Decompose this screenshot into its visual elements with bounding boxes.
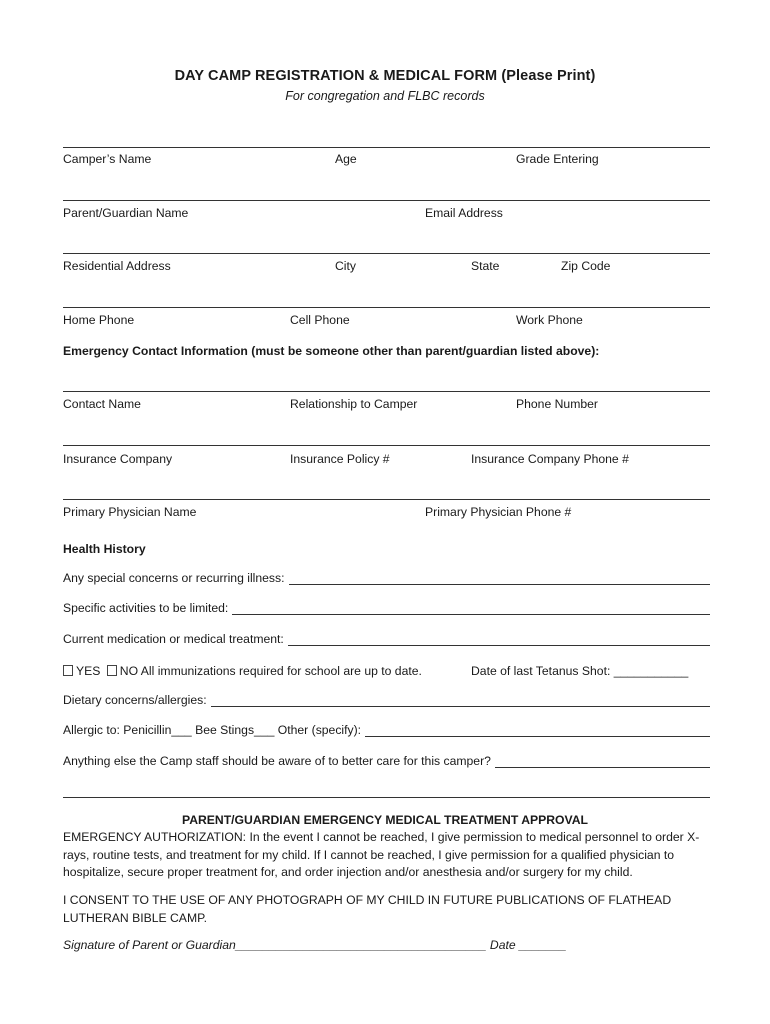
work-phone-label: Work Phone bbox=[516, 313, 583, 327]
concerns-row bbox=[63, 571, 710, 585]
phone-number-label: Phone Number bbox=[516, 397, 598, 411]
divider bbox=[63, 147, 710, 148]
tetanus-label: Date of last Tetanus Shot: ___________ bbox=[471, 664, 689, 678]
medication-label: Current medication or medical treatment: bbox=[63, 632, 284, 646]
immunizations-label: All immunizations required for school are up to date. bbox=[140, 664, 422, 678]
anything-else-label: Anything else the Camp staff should be aware of to better care for this camper? bbox=[63, 754, 491, 768]
activities-row bbox=[63, 601, 710, 615]
cell-phone-label: Cell Phone bbox=[290, 313, 350, 327]
allergic-label: Allergic to: Penicillin___ Bee Stings___ Other (specify): bbox=[63, 723, 362, 737]
divider bbox=[63, 391, 710, 392]
allergic-field[interactable] bbox=[365, 724, 710, 737]
physician-label: Primary Physician Name bbox=[63, 505, 197, 519]
insurance-policy-label: Insurance Policy # bbox=[290, 452, 390, 466]
contact-name-label: Contact Name bbox=[63, 397, 141, 411]
physician-phone-label: Primary Physician Phone # bbox=[425, 505, 572, 519]
divider bbox=[63, 253, 710, 254]
yes-checkbox[interactable] bbox=[63, 665, 73, 676]
no-checkbox[interactable] bbox=[107, 665, 117, 676]
divider bbox=[63, 445, 710, 446]
city-label: City bbox=[335, 259, 356, 273]
no-label: NO bbox=[119, 664, 139, 678]
parent-name-label: Parent/Guardian Name bbox=[63, 206, 189, 220]
age-label: Age bbox=[335, 152, 357, 166]
form-subtitle: For congregation and FLBC records bbox=[285, 89, 485, 103]
anything-else-field[interactable] bbox=[495, 755, 710, 768]
zip-label: Zip Code bbox=[561, 259, 611, 273]
allergic-row bbox=[63, 723, 710, 737]
yes-label: YES bbox=[76, 664, 101, 678]
dietary-row bbox=[63, 693, 710, 707]
relationship-label: Relationship to Camper bbox=[290, 397, 418, 411]
anything-else-row bbox=[63, 754, 710, 768]
grade-label: Grade Entering bbox=[516, 152, 599, 166]
concerns-field[interactable] bbox=[289, 572, 711, 585]
insurance-phone-label: Insurance Company Phone # bbox=[471, 452, 629, 466]
form-title: DAY CAMP REGISTRATION & MEDICAL FORM (Please Print) bbox=[174, 68, 596, 84]
consent-text: I CONSENT TO THE USE OF ANY PHOTOGRAPH OF MY CHILD IN FUTURE PUBLICATIONS OF FLATHEAD LUTHERAN BIBLE CAMP. bbox=[63, 893, 672, 925]
insurance-company-label: Insurance Company bbox=[63, 452, 173, 466]
health-history-heading: Health History bbox=[63, 542, 146, 556]
dietary-field[interactable] bbox=[211, 694, 710, 707]
concerns-label: Any special concerns or recurring illness: bbox=[63, 571, 285, 585]
authorization-text: EMERGENCY AUTHORIZATION: In the event I cannot be reached, I give permission to medical personnel to order X-rays, routine tests, and treatment for my child. If I cannot be reached, I give permission for a qualified physician to hospitalize, secure proper treatment for, and order injection and/or anesthesia and/or surgery for my child. bbox=[63, 830, 700, 879]
divider bbox=[63, 797, 710, 798]
medication-row bbox=[63, 632, 710, 646]
emergency-heading: Emergency Contact Information (must be someone other than parent/guardian listed above): bbox=[63, 344, 600, 358]
address-label: Residential Address bbox=[63, 259, 171, 273]
divider bbox=[63, 499, 710, 500]
approval-heading: PARENT/GUARDIAN EMERGENCY MEDICAL TREATMENT APPROVAL bbox=[181, 813, 589, 827]
divider bbox=[63, 200, 710, 201]
email-label: Email Address bbox=[425, 206, 503, 220]
activities-field[interactable] bbox=[232, 602, 710, 615]
signature-line[interactable]: Signature of Parent or Guardian_____________________________________ Date _______ bbox=[63, 938, 567, 952]
activities-label: Specific activities to be limited: bbox=[63, 601, 229, 615]
immunization-row bbox=[63, 664, 422, 678]
dietary-label: Dietary concerns/allergies: bbox=[63, 693, 207, 707]
state-label: State bbox=[471, 259, 500, 273]
divider bbox=[63, 307, 710, 308]
home-phone-label: Home Phone bbox=[63, 313, 135, 327]
medication-field[interactable] bbox=[288, 633, 710, 646]
camper-name-label: Camper’s Name bbox=[63, 152, 152, 166]
